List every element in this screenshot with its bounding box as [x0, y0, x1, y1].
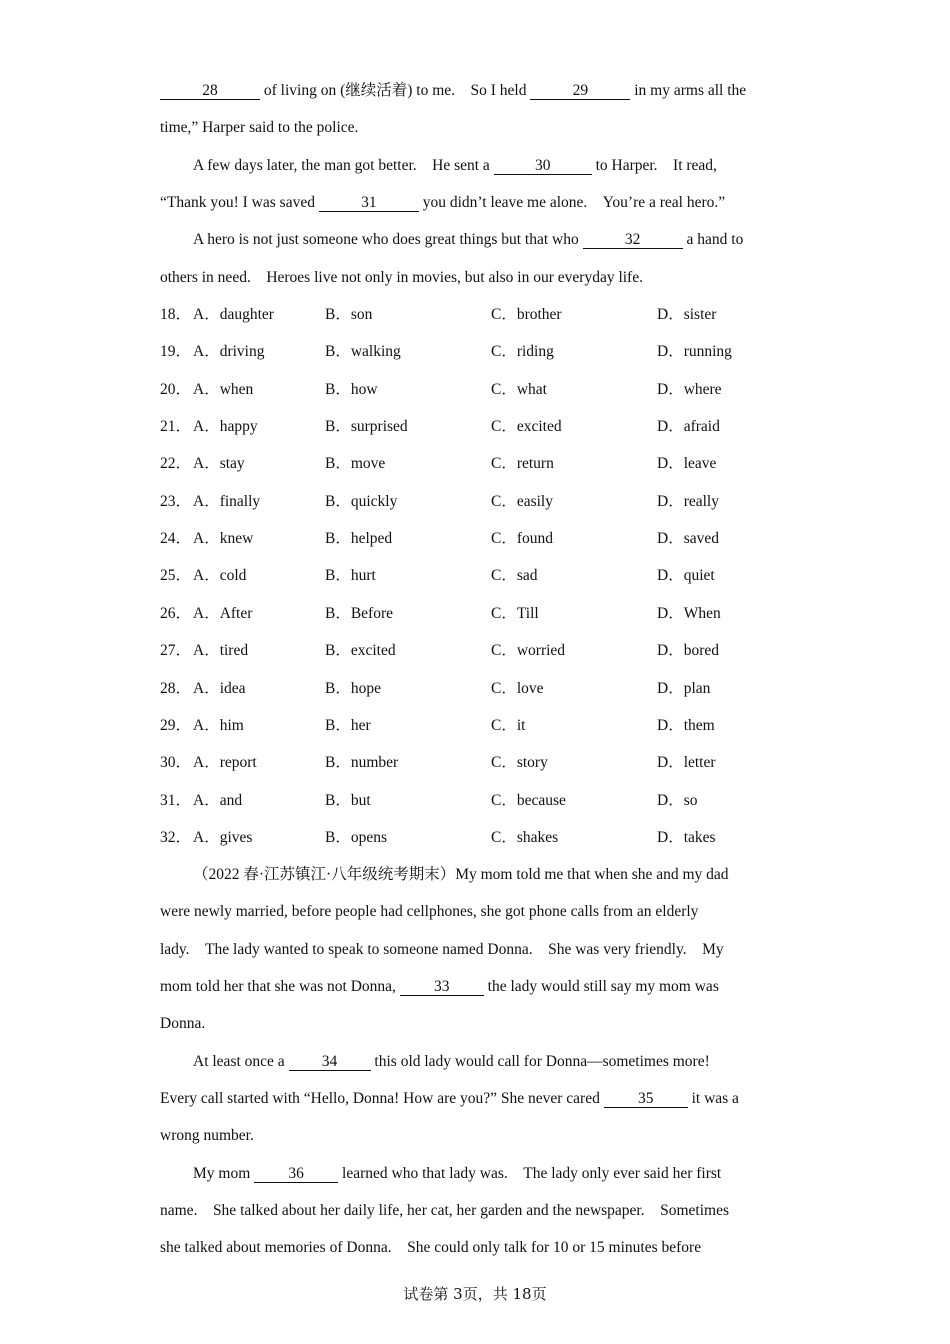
- question-number: 19．: [160, 343, 192, 361]
- text-segment: My mom: [193, 1165, 255, 1182]
- blank-36: 36: [254, 1165, 338, 1183]
- option-d: D．quiet: [657, 567, 715, 585]
- option-c: C．it: [491, 716, 526, 734]
- passage-line: （2022 春·江苏镇江·八年级统考期末）My mom told me that when she and my dad: [193, 866, 729, 883]
- text-segment: the lady would still say my mom was: [483, 978, 719, 995]
- passage-line: others in need. Heroes live not only in movies, but also in our everyday life.: [160, 269, 643, 286]
- option-d: D．really: [657, 492, 719, 510]
- question-number: 20．: [160, 380, 192, 398]
- option-b: B．opens: [325, 828, 388, 846]
- option-d: D．afraid: [657, 418, 720, 436]
- blank-34: 34: [289, 1053, 371, 1071]
- option-b: B．surprised: [325, 418, 408, 436]
- option-d: D．letter: [657, 754, 716, 772]
- question-row: [160, 716, 800, 736]
- question-number: 21．: [160, 418, 192, 436]
- option-b: B．son: [325, 306, 373, 323]
- passage-line: name. She talked about her daily life, her cat, her garden and the newspaper. Sometimes: [160, 1202, 730, 1219]
- option-a: A．happy: [193, 418, 258, 436]
- question-number: 28．: [160, 679, 192, 697]
- question-number: 32．: [160, 828, 192, 846]
- passage-line: [193, 156, 823, 176]
- question-number: 23．: [160, 492, 192, 510]
- text-segment: Every call started with “Hello, Donna! How are you?” She never cared: [160, 1090, 604, 1107]
- option-d: D．plan: [657, 679, 711, 697]
- option-c: C．because: [491, 791, 566, 809]
- question-row: [160, 679, 800, 699]
- option-d: D．so: [657, 791, 698, 809]
- question-number: 27．: [160, 642, 192, 660]
- text-segment: of living on (继续活着) to me. So I held: [260, 82, 531, 99]
- option-c: C．what: [491, 380, 547, 398]
- passage-line: [193, 230, 823, 250]
- question-row: [160, 417, 800, 437]
- question-number: 18．: [160, 306, 192, 323]
- option-d: D．sister: [657, 306, 717, 323]
- passage-line: [193, 1164, 823, 1184]
- question-number: 22．: [160, 455, 192, 473]
- option-d: D．takes: [657, 828, 716, 846]
- blank-35: 35: [604, 1090, 688, 1108]
- option-a: A．him: [193, 716, 244, 734]
- question-number: 30．: [160, 754, 192, 772]
- option-d: D．where: [657, 380, 722, 398]
- blank-28: 28: [160, 82, 260, 100]
- option-c: C．worried: [491, 642, 566, 660]
- blank-32: 32: [583, 231, 683, 249]
- option-b: B．hope: [325, 679, 381, 697]
- option-c: C．found: [491, 530, 554, 548]
- option-b: B．helped: [325, 530, 393, 548]
- option-c: C．story: [491, 754, 548, 772]
- passage-line: she talked about memories of Donna. She could only talk for 10 or 15 minutes before: [160, 1239, 702, 1256]
- text-segment: to Harper. It read,: [591, 157, 717, 174]
- blank-31: 31: [319, 194, 419, 212]
- question-number: 31．: [160, 791, 192, 809]
- option-c: C．return: [491, 455, 554, 473]
- option-a: A．tired: [193, 642, 249, 660]
- passage-line: [160, 977, 790, 997]
- question-row: [160, 791, 800, 811]
- question-row: [160, 380, 800, 400]
- question-number: 29．: [160, 716, 192, 734]
- text-segment: you didn’t leave me alone. You’re a real hero.”: [418, 194, 726, 211]
- option-b: B．her: [325, 716, 371, 734]
- blank-30: 30: [494, 157, 592, 175]
- option-b: B．how: [325, 380, 378, 398]
- question-number: 24．: [160, 530, 192, 548]
- passage-line: wrong number.: [160, 1127, 254, 1144]
- option-b: B．excited: [325, 642, 396, 660]
- option-a: A．when: [193, 380, 254, 398]
- text-segment: A hero is not just someone who does great things but that who: [193, 231, 583, 248]
- text-segment: “Thank you! I was saved: [160, 194, 319, 211]
- blank-33: 33: [400, 978, 484, 996]
- question-row: [160, 492, 800, 512]
- question-row: [160, 342, 800, 362]
- option-b: B．hurt: [325, 567, 376, 585]
- option-b: B．but: [325, 791, 371, 809]
- option-a: A．stay: [193, 455, 245, 473]
- option-c: C．excited: [491, 418, 562, 436]
- option-a: A．daughter: [193, 306, 274, 323]
- passage-line: Donna.: [160, 1015, 206, 1032]
- passage-line: [160, 1089, 790, 1109]
- passage-line: lady. The lady wanted to speak to someone named Donna. She was very friendly. My: [160, 941, 724, 958]
- page-footer: 试卷第 3页，共 18页: [403, 1285, 547, 1303]
- blank-29: 29: [530, 82, 630, 100]
- option-a: A．cold: [193, 567, 247, 585]
- question-number: 26．: [160, 604, 192, 622]
- option-c: C．shakes: [491, 828, 559, 846]
- option-c: C．brother: [491, 306, 562, 323]
- question-row: [160, 566, 800, 586]
- option-c: C．riding: [491, 343, 554, 361]
- passage-line: [193, 1052, 823, 1072]
- text-segment: learned who that lady was. The lady only ever said her first: [338, 1165, 722, 1182]
- question-row: [160, 305, 800, 325]
- question-row: [160, 828, 800, 848]
- option-d: D．running: [657, 343, 732, 361]
- option-b: B．Before: [325, 604, 394, 622]
- option-a: A．idea: [193, 679, 246, 697]
- text-segment: At least once a: [193, 1053, 289, 1070]
- option-a: A．After: [193, 604, 253, 622]
- passage-line: [160, 193, 790, 213]
- passage-line: [160, 81, 790, 101]
- option-b: B．number: [325, 754, 399, 772]
- option-c: C．sad: [491, 567, 538, 585]
- option-d: D．leave: [657, 455, 717, 473]
- text-segment: mom told her that she was not Donna,: [160, 978, 400, 995]
- text-segment: A few days later, the man got better. He sent a: [193, 157, 494, 174]
- option-d: D．bored: [657, 642, 719, 660]
- option-b: B．walking: [325, 343, 401, 361]
- question-row: [160, 454, 800, 474]
- option-a: A．driving: [193, 343, 265, 361]
- option-a: A．finally: [193, 492, 261, 510]
- question-number: 25．: [160, 567, 192, 585]
- option-a: A．gives: [193, 828, 253, 846]
- question-row: [160, 753, 800, 773]
- option-b: B．quickly: [325, 492, 398, 510]
- option-a: A．knew: [193, 530, 254, 548]
- passage-line: time,” Harper said to the police.: [160, 119, 359, 136]
- option-d: D．them: [657, 716, 715, 734]
- text-segment: a hand to: [682, 231, 744, 248]
- option-b: B．move: [325, 455, 386, 473]
- option-c: C．love: [491, 679, 544, 697]
- text-segment: this old lady would call for Donna—sometimes more!: [370, 1053, 710, 1070]
- question-row: [160, 604, 800, 624]
- option-d: D．When: [657, 604, 721, 622]
- question-row: [160, 529, 800, 549]
- option-c: C．easily: [491, 492, 553, 510]
- text-segment: it was a: [687, 1090, 739, 1107]
- option-a: A．report: [193, 754, 257, 772]
- option-a: A．and: [193, 791, 243, 809]
- text-segment: in my arms all the: [630, 82, 747, 99]
- option-c: C．Till: [491, 604, 539, 622]
- option-d: D．saved: [657, 530, 719, 548]
- question-row: [160, 641, 800, 661]
- passage-line: were newly married, before people had cellphones, she got phone calls from an elderly: [160, 903, 699, 920]
